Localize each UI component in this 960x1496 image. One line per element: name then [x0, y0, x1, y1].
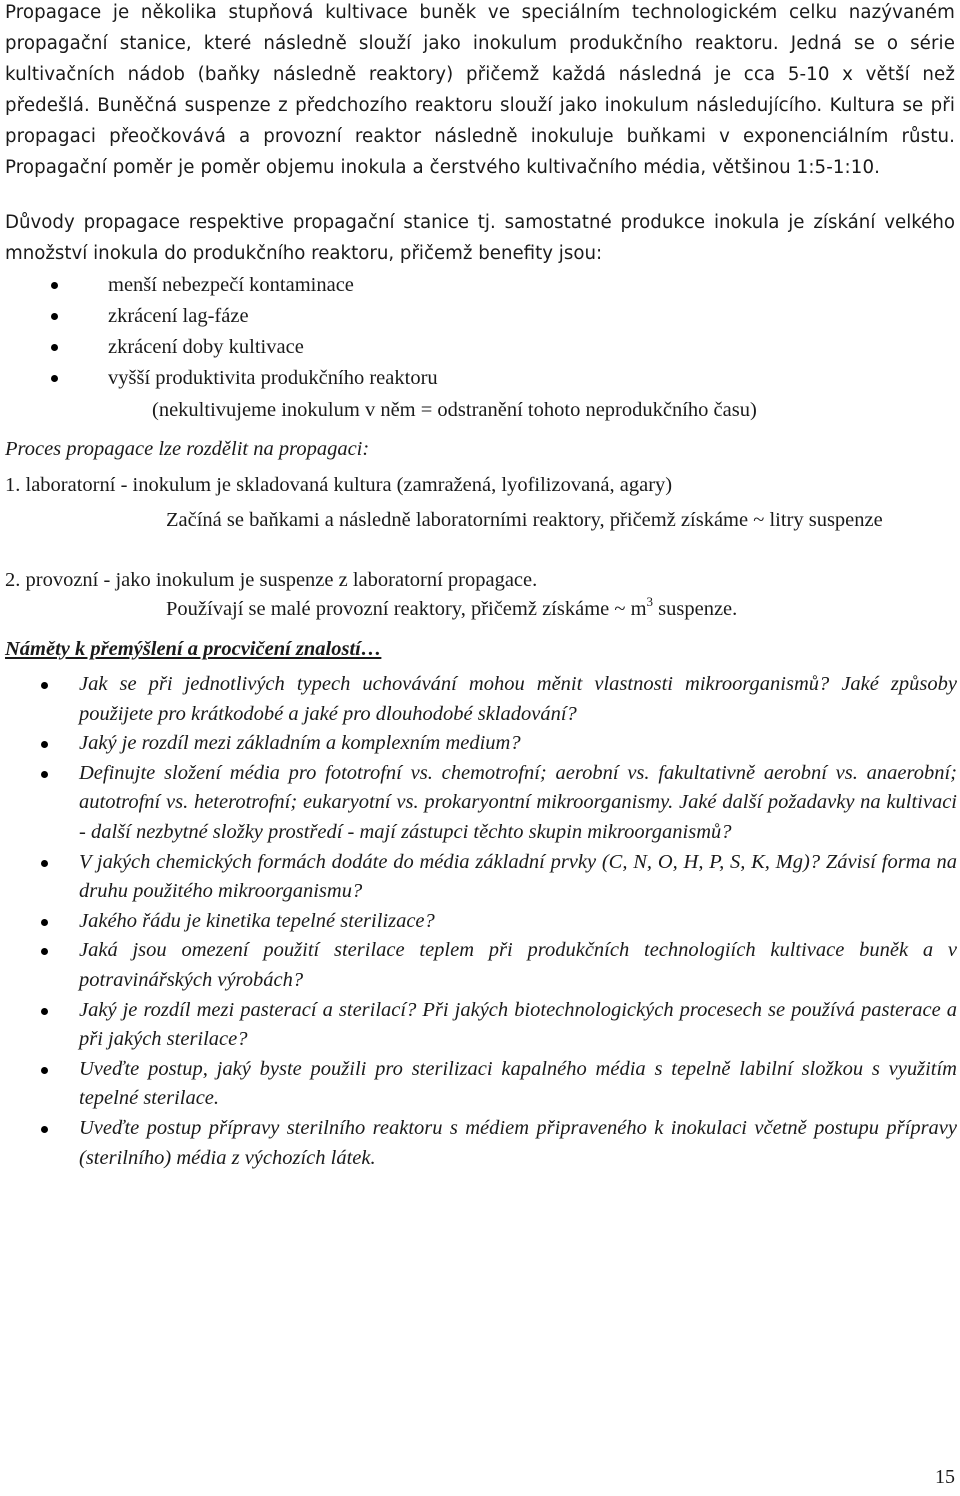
benefit-note: (nekultivujeme inokulum v něm = odstranění tohoto neprodukčního času) — [152, 399, 757, 421]
questions-heading: Náměty k přemýšlení a procvičení znalostí… — [5, 638, 382, 660]
list-item: vyšší produktivita produkčního reaktoru — [108, 363, 948, 394]
intro-paragraph: Propagace je několika stupňová kultivace buněk ve speciálním technologickém celku nazývaném propagační stanice, které následně slouží jako inokulum produkčního reaktoru. Jedná se o série kultivačních nádob (baňky následně reaktory) přičemž každá následná je cca 5-10 x větší než předešlá. Buněčná suspenze z předchozího reaktoru slouží jako inokulum následujícího. Kultura se při propagaci přeočkovává a provozní reaktor následně inokuluje buňkami v exponenciálním růstu. Propagační poměr je poměr objemu inokula a čerstvého kultivačního média, většinou 1:5-1:10. — [5, 2, 955, 178]
step-2-detail: Používají se malé provozní reaktory, přičemž získáme ~ $m^3$ suspenze. — [166, 594, 738, 620]
benefits-list — [108, 270, 948, 394]
bullet-icon — [41, 948, 48, 955]
questions-list — [79, 670, 957, 1173]
bullet-icon — [51, 344, 58, 351]
bullet-icon — [41, 771, 48, 778]
list-item: zkrácení lag-fáze — [108, 301, 948, 332]
list-item: zkrácení doby kultivace — [108, 332, 948, 363]
bullet-icon — [41, 919, 48, 926]
bullet-icon — [41, 860, 48, 867]
list-item: menší nebezpečí kontaminace — [108, 270, 948, 301]
process-intro: Proces propagace lze rozdělit na propagaci: — [5, 438, 370, 460]
bullet-icon — [51, 282, 58, 289]
bullet-icon — [51, 375, 58, 382]
list-item: Definujte složení média pro fototrofní vs. chemotrofní; aerobní vs. fakultativně aerobní vs. anaerobní; autotrofní vs. heterotrofní; eukaryotní vs. prokaryontní mikroorganismy. Jaké další požadavky na kultivaci - další nezbytné složky prostředí - mají zástupci těchto skupin mikroorganismů? — [79, 759, 957, 848]
benefits-intro-paragraph — [5, 207, 955, 269]
list-item: Jakého řádu je kinetika tepelné sterilizace? — [79, 907, 957, 937]
bullet-icon — [41, 1126, 48, 1133]
list-item: Jak se při jednotlivých typech uchovávání mohou měnit vlastnosti mikroorganismů? Jaké způsoby použijete pro krátkodobé a jaké pro dlouhodobé skladování? — [79, 670, 957, 729]
step-2-label: 2. provozní - jako inokulum je suspenze z laboratorní propagace. — [5, 569, 538, 591]
list-item: Jaký je rozdíl mezi pasterací a sterilací? Při jakých biotechnologických procesech se používá pasterace a při jakých sterilace? — [79, 996, 957, 1055]
list-item: V jakých chemických formách dodáte do média základní prvky (C, N, O, H, P, S, K, Mg)? Závisí forma na druhu použitého mikroorganismu? — [79, 848, 957, 907]
step-1-label: 1. laboratorní - inokulum je skladovaná kultura (zamražená, lyofilizovaná, agary) — [5, 474, 673, 496]
list-item: Uveďte postup, jaký byste použili pro sterilizaci kapalného média s tepelně labilní složkou s využitím tepelné sterilace. — [79, 1055, 957, 1114]
list-item: Jaký je rozdíl mezi základním a komplexním medium? — [79, 729, 957, 759]
page-number: 15 — [935, 1466, 955, 1488]
bullet-icon — [51, 313, 58, 320]
step-1-detail: Začíná se baňkami a následně laboratorními reaktory, přičemž získáme ~ litry suspenze — [166, 509, 883, 531]
benefits-intro-text: Důvody propagace respektive propagační stanice tj. samostatné produkce inokula je získání velkého množství inokula do produkčního reaktoru, přičemž benefity jsou: — [5, 212, 955, 264]
list-item: Jaká jsou omezení použití sterilace teplem při produkčních technologiích kultivace buněk a v potravinářských výrobách? — [79, 936, 957, 995]
list-item: Uveďte postup přípravy sterilního reaktoru s médiem připraveného k inokulaci včetně postupu přípravy (sterilního) média z výchozích látek. — [79, 1114, 957, 1173]
bullet-icon — [41, 1008, 48, 1015]
bullet-icon — [41, 682, 48, 689]
bullet-icon — [41, 741, 48, 748]
bullet-icon — [41, 1067, 48, 1074]
